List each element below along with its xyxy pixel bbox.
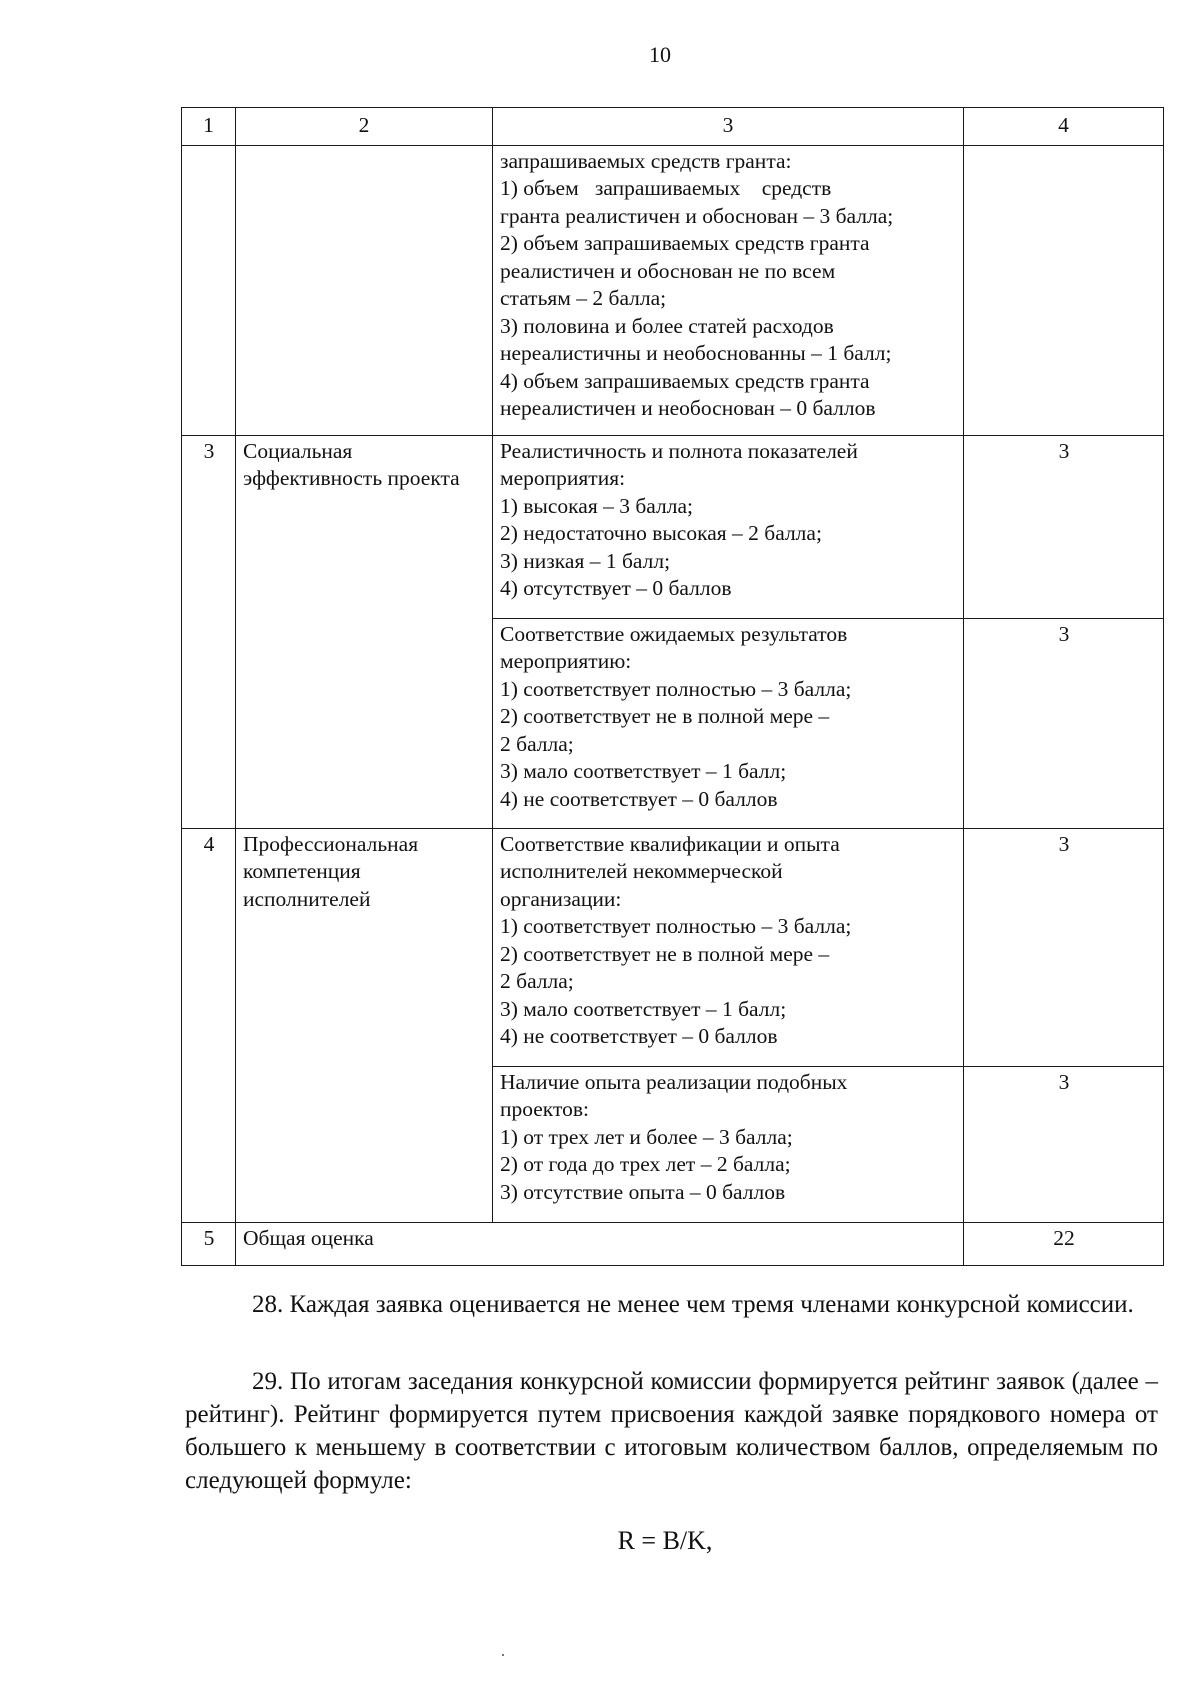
header-cell: 2: [236, 108, 493, 146]
criterion-line: Наличие опыта реализации подобных: [500, 1069, 848, 1094]
criterion-line: 3) низкая – 1 балл;: [500, 548, 671, 573]
criterion-line: Соответствие квалификации и опыта: [500, 831, 840, 856]
criterion-text-cell: [493, 435, 964, 618]
criterion-name-line: эффективность проекта: [243, 466, 460, 490]
criterion-text-cell: [493, 618, 964, 828]
criterion-line: 3) отсутствие опыта – 0 баллов: [500, 1179, 786, 1204]
table-header-row: [182, 108, 1164, 146]
score-cell: [964, 145, 1164, 435]
table-row-total: [182, 1222, 1164, 1265]
score-cell: 3: [964, 1066, 1164, 1222]
criterion-line: 1) соответствует полностью – 3 балла;: [500, 914, 852, 938]
criterion-line: статьям – 2 балла;: [500, 286, 667, 310]
criterion-line: 1) от трех лет и более – 3 балла;: [500, 1124, 793, 1149]
criterion-name-cell: [236, 145, 493, 435]
total-label-cell: Общая оценка: [236, 1222, 964, 1265]
criteria-table: [181, 107, 1164, 1266]
criterion-line: 2) соответствует не в полной мере –: [500, 941, 830, 966]
criterion-line: проектов:: [500, 1097, 589, 1121]
criterion-line: 1) объем запрашиваемых средств: [500, 176, 832, 200]
criterion-line: 2) недостаточно высокая – 2 балла;: [500, 521, 822, 545]
criterion-line: мероприятия:: [500, 466, 626, 490]
paragraph-29: 29. По итогам заседания конкурсной комиссии формируется рейтинг заявок (далее – рейтинг). Рейтинг формируется путем присвоения каждой заявке порядкового номера от большего к меньшему в соответствии с итоговым количеством баллов, определяемым по следующей формуле:: [185, 1368, 1158, 1494]
criterion-line: 4) не соответствует – 0 баллов: [500, 1024, 778, 1048]
number-cell: 5: [182, 1222, 236, 1265]
criterion-name-line: Социальная: [243, 438, 353, 463]
criterion-text-cell: [493, 1066, 964, 1222]
score-cell: 3: [964, 435, 1164, 618]
criterion-line: запрашиваемых средств гранта:: [500, 148, 792, 173]
criterion-name-cell: [236, 828, 493, 1222]
criterion-line: 2 балла;: [500, 731, 574, 756]
criterion-line: 2) от года до трех лет – 2 балла;: [500, 1152, 791, 1176]
criterion-line: организации:: [500, 886, 622, 911]
header-cell: 3: [493, 108, 964, 146]
criterion-line: 3) мало соответствует – 1 балл;: [500, 996, 787, 1021]
criterion-line: 4) отсутствует – 0 баллов: [500, 576, 732, 600]
criterion-line: Реалистичность и полнота показателей: [500, 438, 858, 463]
criterion-name-line: Профессиональная: [243, 831, 419, 856]
criterion-line: 2 балла;: [500, 969, 574, 993]
header-cell: 1: [182, 108, 236, 146]
header-cell: 4: [964, 108, 1164, 146]
criterion-text-cell: [493, 145, 964, 435]
criterion-line: реалистичен и обоснован не по всем: [500, 258, 836, 283]
criterion-line: 2) объем запрашиваемых средств гранта: [500, 231, 870, 255]
criterion-line: 2) соответствует не в полной мере –: [500, 704, 830, 728]
criterion-line: нереалистичны и необоснованны – 1 балл;: [500, 341, 892, 365]
criterion-line: 3) половина и более статей расходов: [500, 313, 834, 338]
criterion-line: исполнителей некоммерческой: [500, 859, 783, 883]
criterion-line: 1) высокая – 3 балла;: [500, 493, 693, 518]
criterion-line: 1) соответствует полностью – 3 балла;: [500, 676, 852, 701]
paragraph-28: 28. Каждая заявка оценивается не менее чем тремя членами конкурсной комиссии.: [252, 1291, 1134, 1318]
number-cell: [182, 145, 236, 435]
rating-formula: R = B/K,: [617, 1526, 713, 1555]
score-cell: 3: [964, 618, 1164, 828]
criterion-line: 4) не соответствует – 0 баллов: [500, 786, 778, 811]
criterion-line: мероприятию:: [500, 649, 632, 673]
score-cell: 3: [964, 828, 1164, 1066]
page-number: 10: [649, 42, 671, 67]
number-cell: 4: [182, 828, 236, 1222]
criterion-name-line: исполнителей: [243, 886, 371, 911]
criterion-name-line: компетенция: [243, 859, 361, 883]
criterion-name-cell: [236, 435, 493, 828]
criterion-line: 3) мало соответствует – 1 балл;: [500, 759, 787, 783]
criterion-line: нереалистичен и необоснован – 0 баллов: [500, 396, 876, 420]
criterion-line: гранта реалистичен и обоснован – 3 балла;: [500, 203, 894, 228]
table-row-continued: [182, 145, 1164, 435]
table-row-group-3: [182, 435, 1164, 618]
criterion-line: 4) объем запрашиваемых средств гранта: [500, 368, 870, 393]
criterion-text-cell: [493, 828, 964, 1066]
criterion-line: Соответствие ожидаемых результатов: [500, 621, 848, 646]
number-cell: 3: [182, 435, 236, 828]
scan-speck: [502, 1654, 504, 1656]
table-row-group-4: [182, 828, 1164, 1066]
total-score-cell: 22: [964, 1222, 1164, 1265]
